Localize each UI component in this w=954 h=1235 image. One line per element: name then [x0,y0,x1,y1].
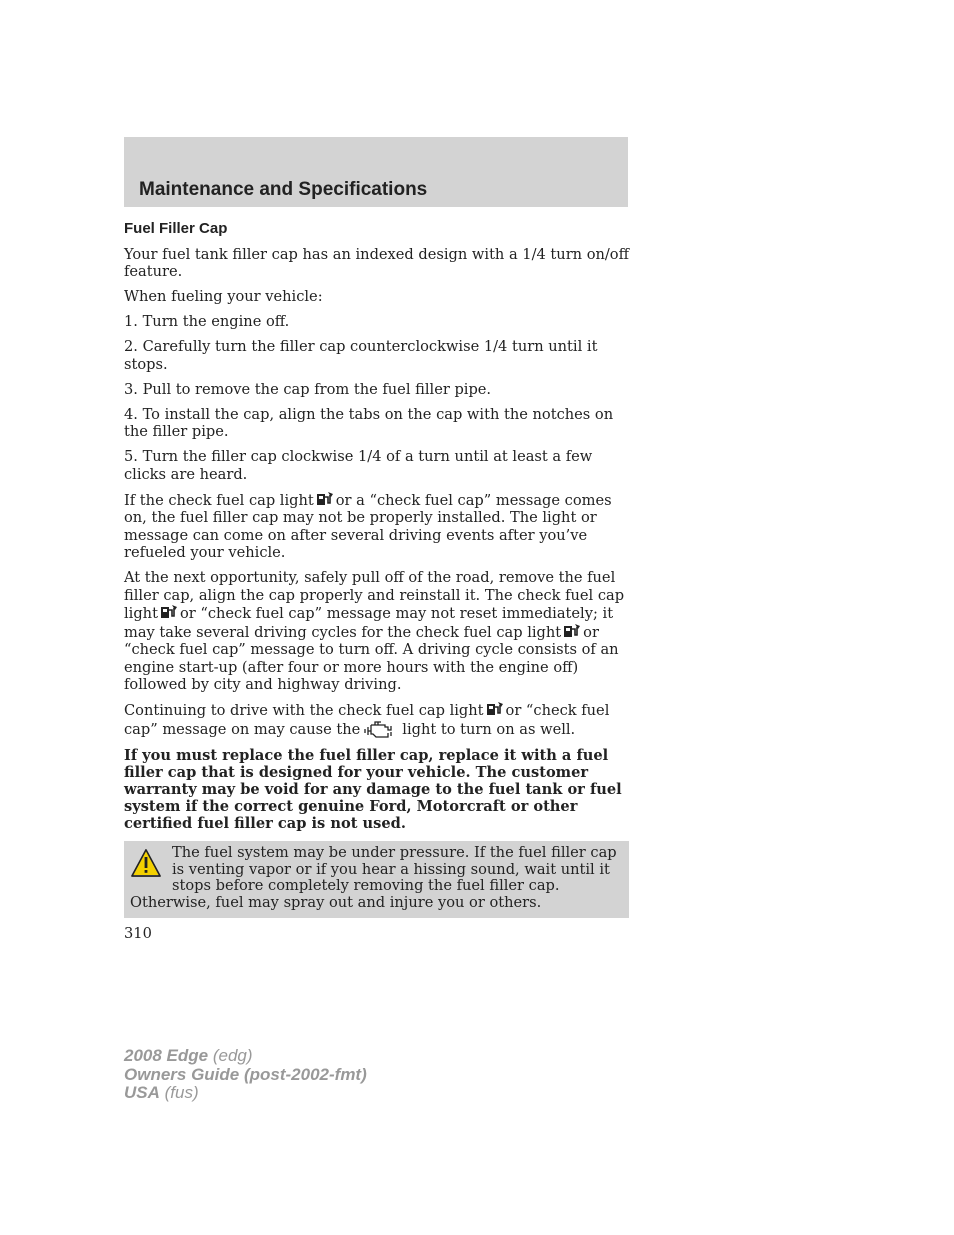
footer-market: USA [124,1083,160,1102]
subsection-title: Fuel Filler Cap [124,220,228,237]
check-fuel-cap-icon [160,604,178,620]
check-fuel-cap-icon [486,701,504,717]
step-4: 4. To install the cap, align the tabs on the cap with the notches on the filler pipe. [124,405,614,440]
text-segment: light to turn on as well. [402,720,576,738]
replacement-warning-paragraph: If you must replace the fuel filler cap, replace it with a fuel filler cap that is designed for your vehicle. The customer warranty may be void for any damage to the fuel tank or fuel system if the correct genuine Ford, Motorcraft or other certified fuel filler cap is not used. [124,747,622,832]
text-segment: Continuing to drive with the check fuel cap light [124,702,484,719]
footer-line-2 [124,1066,367,1085]
document-footer [124,1047,367,1103]
intro-paragraph: Your fuel tank filler cap has an indexed design with a 1/4 turn on/off feature. [124,245,629,280]
page-number: 310 [124,925,152,942]
page-content [124,220,629,918]
continuing-paragraph [124,701,629,740]
fueling-intro: When fueling your vehicle: [124,288,323,305]
check-fuel-cap-icon [316,491,334,507]
text-segment: At the next opportunity, safely pull off of the road, remove the fuel filler cap, align the cap properly and reinstall it. The check fuel cap light [124,569,625,622]
step-2: 2. Carefully turn the filler cap counterclockwise 1/4 turn until it stops. [124,338,598,373]
section-header-band [124,137,628,207]
check-fuel-cap-icon [563,623,581,639]
warning-box [124,841,629,918]
footer-line-1 [124,1047,367,1066]
text-segment: or “check fuel cap” message to turn off. A driving cycle consists of an engine start-up (after four or more hours with the engine off) followed by city and highway driving. [124,623,619,693]
footer-guide: Owners Guide (post-2002-fmt) [124,1064,367,1084]
step-1: 1. Turn the engine off. [124,313,290,330]
footer-model-code: (edg) [212,1046,253,1065]
text-segment: or a “check fuel cap” message comes on, the fuel filler cap may not be properly installed. The light or message can come on after several driving events after you’ve refueled your vehicle. [124,491,612,561]
text-segment: or “check fuel cap” message may not reset immediately; it may take several driving cycles for the check fuel cap light [124,605,614,641]
section-header-title: Maintenance and Specifications [139,179,428,200]
step-3: 3. Pull to remove the cap from the fuel filler pipe. [124,380,492,398]
check-engine-icon [364,720,394,740]
warning-triangle-icon [130,848,162,878]
text-segment: or “check fuel cap” message on may cause the [124,702,610,738]
reinstall-paragraph [124,569,629,694]
step-5: 5. Turn the filler cap clockwise 1/4 of a turn until at least a few clicks are heard. [124,448,593,483]
warning-text: The fuel system may be under pressure. If the fuel filler cap is venting vapor or if you hear a hissing sound, wait until it stops before completely removing the fuel filler cap. Otherwise, fuel may spray out and injure you or others. [130,844,617,911]
text-segment: If the check fuel cap light [124,491,314,509]
footer-market-code: (fus) [164,1083,199,1102]
check-fuel-cap-paragraph [124,491,629,562]
footer-model: 2008 Edge [124,1046,209,1065]
footer-line-3 [124,1084,367,1103]
